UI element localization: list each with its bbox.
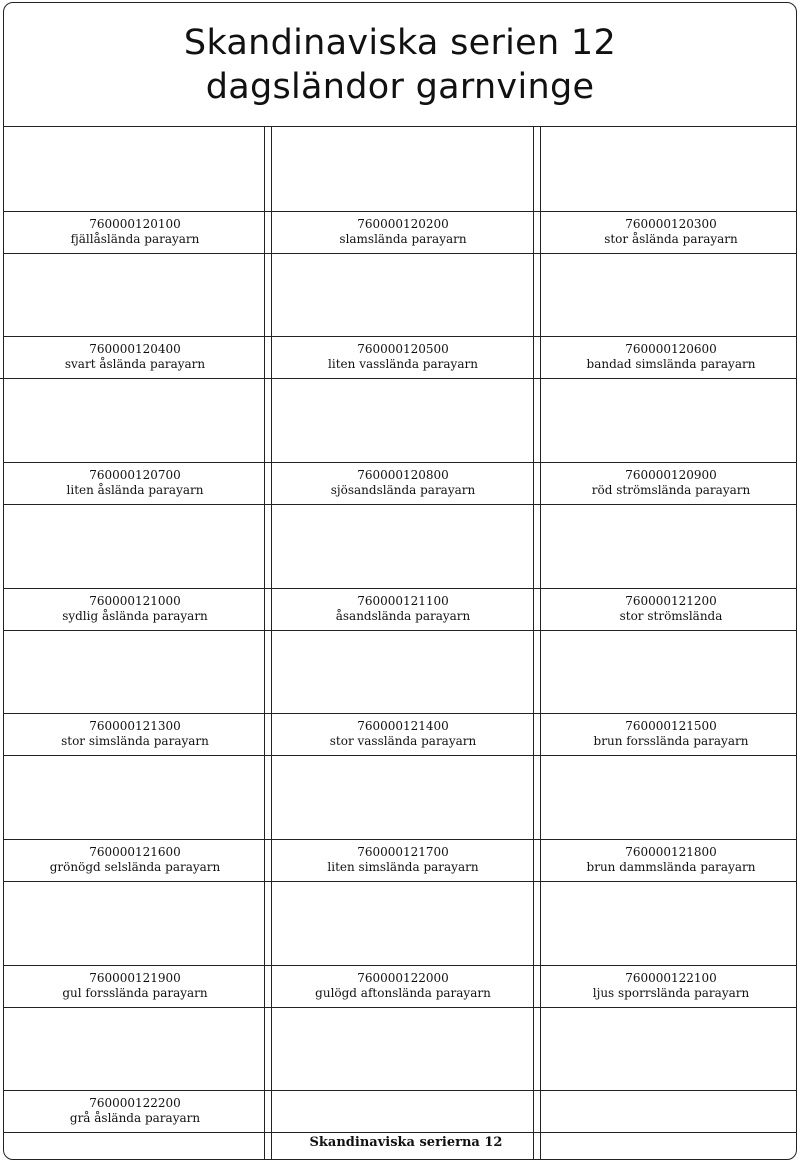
- row-divider: [4, 504, 796, 505]
- card-label: [546, 217, 796, 247]
- card-name: gul forsslända parayarn: [62, 986, 208, 1000]
- row-divider: [4, 839, 796, 840]
- card-name: åsandslända parayarn: [335, 609, 471, 623]
- card-label: [278, 971, 528, 1001]
- row-divider: [4, 965, 796, 966]
- card-name: slamslända parayarn: [339, 232, 467, 246]
- card-label: [10, 971, 260, 1001]
- card-label: [546, 342, 796, 372]
- card-label: [278, 594, 528, 624]
- card-label: [10, 719, 260, 749]
- card-name: sjösandslända parayarn: [330, 483, 476, 497]
- card-name: svart åslända parayarn: [64, 357, 206, 371]
- card-code: 760000121800: [625, 845, 717, 859]
- card-name: liten åslända parayarn: [66, 483, 204, 497]
- column-divider: [540, 127, 541, 1159]
- card-code: 760000121300: [89, 719, 181, 733]
- card-code: 760000121400: [357, 719, 449, 733]
- column-divider: [264, 127, 265, 1159]
- card-name: liten simslända parayarn: [327, 860, 479, 874]
- row-divider: [4, 1132, 796, 1133]
- card-name: gulögd aftonslända parayarn: [315, 986, 491, 1000]
- row-divider: [4, 713, 796, 714]
- card-code: 760000121200: [625, 594, 717, 608]
- card-name: röd strömslända parayarn: [591, 483, 751, 497]
- card-name: bandad simslända parayarn: [586, 357, 756, 371]
- card-code: 760000122100: [625, 971, 717, 985]
- card-name: grönögd selslända parayarn: [49, 860, 221, 874]
- title-line-2: dagsländor garnvinge: [205, 66, 595, 107]
- card-label: [10, 845, 260, 875]
- card-name: fjällåslända parayarn: [70, 232, 200, 246]
- card-code: 760000122000: [357, 971, 449, 985]
- card-code: 760000121000: [89, 594, 181, 608]
- row-divider: [4, 1090, 796, 1091]
- card-code: 760000120700: [89, 468, 181, 482]
- card-label: [546, 719, 796, 749]
- card-label: [10, 217, 260, 247]
- row-divider: [4, 630, 796, 631]
- card-label: [546, 845, 796, 875]
- card-code: 760000120900: [625, 468, 717, 482]
- row-divider: [4, 378, 796, 379]
- card-name: liten vasslända parayarn: [328, 357, 478, 371]
- cut-mark: [0, 378, 6, 379]
- card-label: [278, 845, 528, 875]
- card-label: [546, 468, 796, 498]
- card-code: 760000120400: [89, 342, 181, 356]
- card-code: 760000121600: [89, 845, 181, 859]
- card-code: 760000121100: [357, 594, 449, 608]
- row-divider: [4, 588, 796, 589]
- card-name: brun forsslända parayarn: [593, 734, 749, 748]
- card-name: stor simslända parayarn: [61, 734, 209, 748]
- page-title: [4, 3, 796, 127]
- row-divider: [4, 253, 796, 254]
- card-code: 760000120800: [357, 468, 449, 482]
- card-code: 760000120100: [89, 217, 181, 231]
- card-name: stor vasslända parayarn: [329, 734, 477, 748]
- card-code: 760000120300: [625, 217, 717, 231]
- card-label: [546, 594, 796, 624]
- card-sheet: [3, 2, 797, 1160]
- card-label: [546, 971, 796, 1001]
- card-label: [10, 468, 260, 498]
- column-divider: [271, 127, 272, 1159]
- title-line-1: Skandinaviska serien 12: [183, 22, 617, 63]
- card-code: 760000121900: [89, 971, 181, 985]
- row-divider: [4, 462, 796, 463]
- footer-label: Skandinaviska serierna 12: [309, 1135, 503, 1150]
- column-divider: [533, 127, 534, 1159]
- card-name: brun dammslända parayarn: [586, 860, 756, 874]
- card-label: [278, 217, 528, 247]
- card-code: 760000121500: [625, 719, 717, 733]
- card-code: 760000122200: [89, 1096, 181, 1110]
- card-code: 760000120600: [625, 342, 717, 356]
- row-divider: [4, 881, 796, 882]
- card-label: [10, 1096, 260, 1126]
- card-label: [278, 342, 528, 372]
- card-name: stor åslända parayarn: [604, 232, 738, 246]
- card-label: [10, 594, 260, 624]
- row-divider: [4, 1007, 796, 1008]
- row-divider: [4, 336, 796, 337]
- card-code: 760000120500: [357, 342, 449, 356]
- row-divider: [4, 755, 796, 756]
- card-label: [278, 468, 528, 498]
- card-name: sydlig åslända parayarn: [62, 609, 208, 623]
- row-divider: [4, 211, 796, 212]
- card-label: [278, 719, 528, 749]
- card-name: stor strömslända: [619, 609, 723, 623]
- card-name: ljus sporrslända parayarn: [592, 986, 750, 1000]
- card-code: 760000120200: [357, 217, 449, 231]
- card-label: [10, 342, 260, 372]
- card-name: grå åslända parayarn: [69, 1111, 201, 1125]
- card-code: 760000121700: [357, 845, 449, 859]
